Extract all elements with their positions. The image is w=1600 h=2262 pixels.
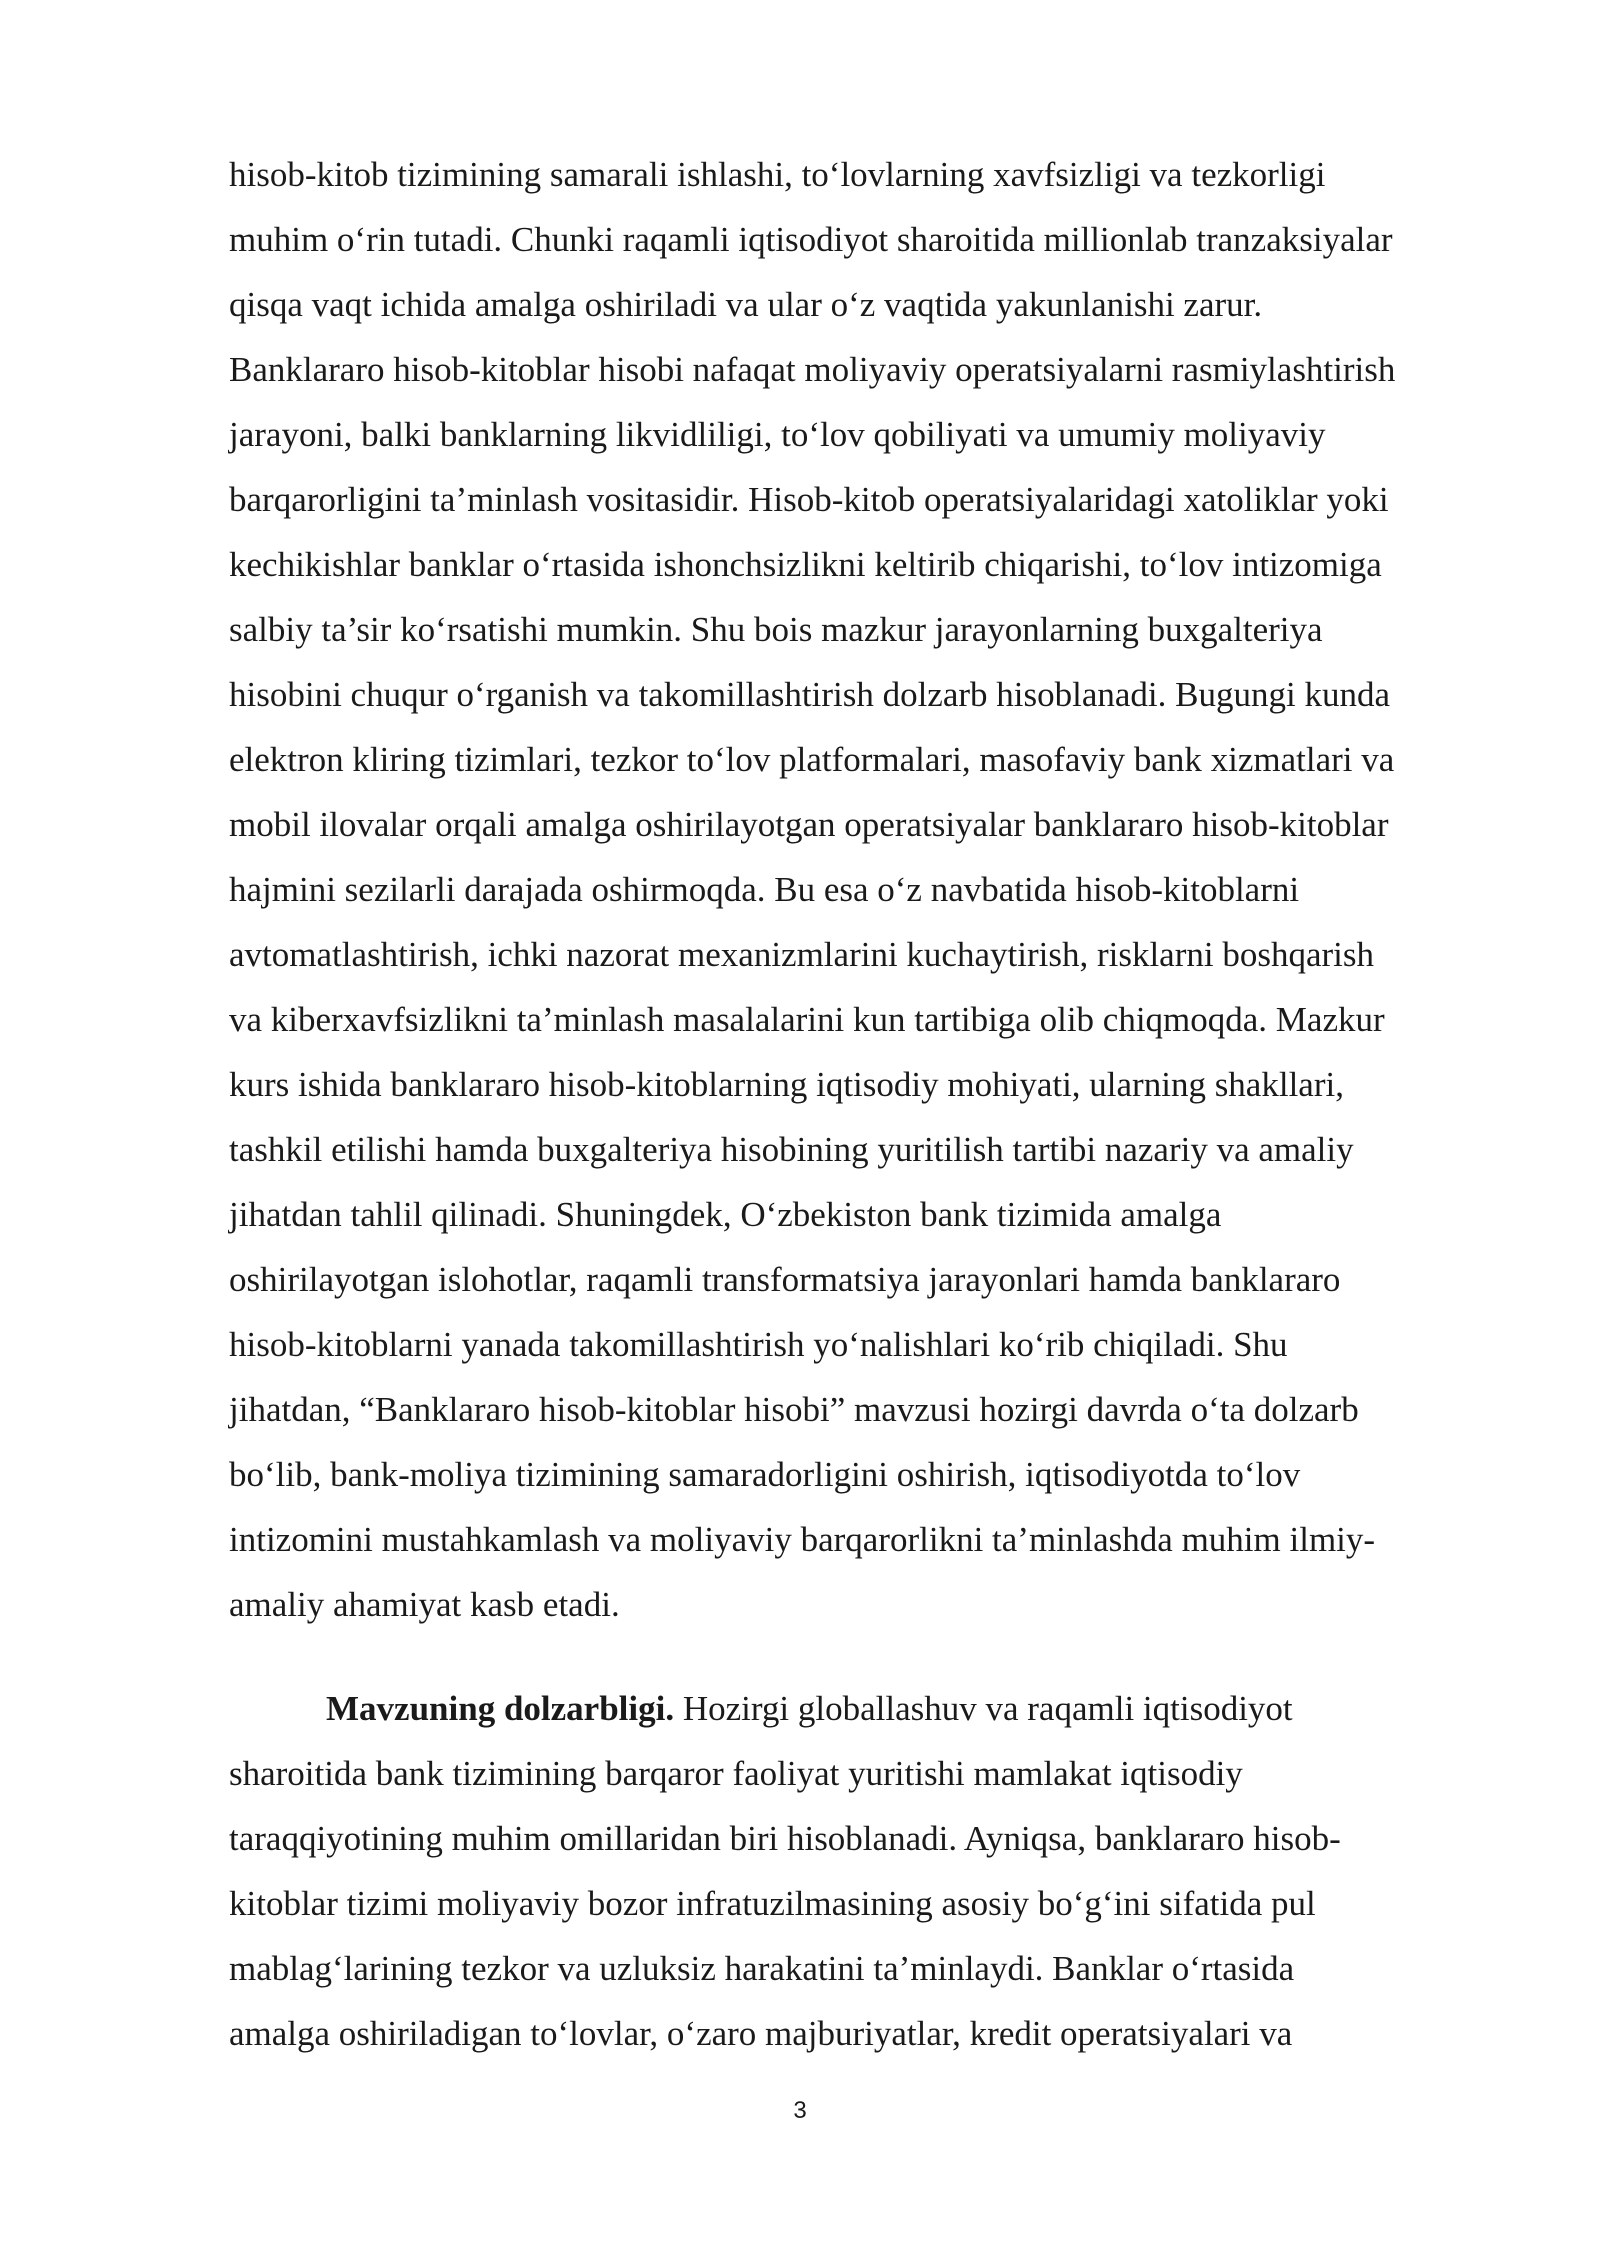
paragraph-line: jihatdan tahlil qilinadi. Shuningdek, O‘zbekiston bank tizimida amalga: [229, 1195, 1222, 1234]
paragraph-line: jarayoni, balki banklarning likvidliligi, to‘lov qobiliyati va umumiy moliyaviy: [229, 415, 1326, 454]
page-number: 3: [793, 2097, 807, 2124]
paragraph-line: elektron kliring tizimlari, tezkor to‘lov platformalari, masofaviy bank xizmatlari va: [229, 740, 1395, 779]
paragraph-line: qisqa vaqt ichida amalga oshiriladi va ular o‘z vaqtida yakunlanishi zarur.: [229, 285, 1263, 324]
paragraph-first-line: [229, 1676, 1529, 1741]
paragraph-line: oshirilayotgan islohotlar, raqamli transformatsiya jarayonlari hamda banklararo: [229, 1260, 1341, 1299]
paragraph-line: sharoitida bank tizimining barqaror faoliyat yuritishi mamlakat iqtisodiy: [229, 1754, 1243, 1793]
paragraph-line: kitoblar tizimi moliyaviy bozor infratuzilmasining asosiy bo‘g‘ini sifatida pul: [229, 1884, 1316, 1923]
paragraph-line: kechikishlar banklar o‘rtasida ishonchsizlikni keltirib chiqarishi, to‘lov intizomiga: [229, 545, 1382, 584]
paragraph-line: hisob-kitoblarni yanada takomillashtirish yo‘nalishlari ko‘rib chiqiladi. Shu: [229, 1325, 1288, 1364]
paragraph-line: tashkil etilishi hamda buxgalteriya hisobining yuritilish tartibi nazariy va amaliy: [229, 1130, 1354, 1169]
paragraph-line: barqarorligini ta’minlash vositasidir. Hisob-kitob operatsiyalaridagi xatoliklar yoki: [229, 480, 1389, 519]
paragraph-line: amaliy ahamiyat kasb etadi.: [229, 1585, 620, 1624]
paragraph-line: amalga oshiriladigan to‘lovlar, o‘zaro majburiyatlar, kredit operatsiyalari va: [229, 2014, 1293, 2053]
paragraph-line: mablag‘larining tezkor va uzluksiz harakatini ta’minlaydi. Banklar o‘rtasida: [229, 1949, 1295, 1988]
paragraph-line: jihatdan, “Banklararo hisob-kitoblar hisobi” mavzusi hozirgi davrda o‘ta dolzarb: [229, 1390, 1359, 1429]
paragraph-line: intizomini mustahkamlash va moliyaviy barqarorlikni ta’minlashda muhim ilmiy-: [229, 1520, 1376, 1559]
paragraph-line: kurs ishida banklararo hisob-kitoblarning iqtisodiy mohiyati, ularning shakllari,: [229, 1065, 1344, 1104]
paragraph-line: hajmini sezilarli darajada oshirmoqda. Bu esa o‘z navbatida hisob-kitoblarni: [229, 870, 1300, 909]
paragraph-line: bo‘lib, bank-moliya tizimining samaradorligini oshirish, iqtisodiyotda to‘lov: [229, 1455, 1301, 1494]
paragraph-line: avtomatlashtirish, ichki nazorat mexanizmlarini kuchaytirish, risklarni boshqarish: [229, 935, 1374, 974]
paragraph-line: va kiberxavfsizlikni ta’minlash masalalarini kun tartibiga olib chiqmoqda. Mazkur: [229, 1000, 1385, 1039]
paragraph-line: hisobini chuqur o‘rganish va takomillashtirish dolzarb hisoblanadi. Bugungi kunda: [229, 675, 1390, 714]
paragraph-line: hisob-kitob tizimining samarali ishlashi, to‘lovlarning xavfsizligi va tezkorligi: [229, 155, 1326, 194]
paragraph-line: muhim o‘rin tutadi. Chunki raqamli iqtisodiyot sharoitida millionlab tranzaksiyalar: [229, 220, 1393, 259]
paragraph-line: Banklararo hisob-kitoblar hisobi nafaqat moliyaviy operatsiyalarni rasmiylashtirish: [229, 350, 1396, 389]
paragraph-line-rest: Hozirgi globallashuv va raqamli iqtisodiyot: [674, 1689, 1293, 1728]
paragraph-line: salbiy ta’sir ko‘rsatishi mumkin. Shu bois mazkur jarayonlarning buxgalteriya: [229, 610, 1323, 649]
paragraph-2: [229, 1676, 1529, 2066]
section-heading: Mavzuning dolzarbligi.: [326, 1689, 675, 1728]
paragraph-line: taraqqiyotining muhim omillaridan biri hisoblanadi. Ayniqsa, banklararo hisob-: [229, 1819, 1341, 1858]
paragraph-line: mobil ilovalar orqali amalga oshirilayotgan operatsiyalar banklararo hisob-kitoblar: [229, 805, 1389, 844]
paragraph-1: [229, 142, 1529, 1637]
